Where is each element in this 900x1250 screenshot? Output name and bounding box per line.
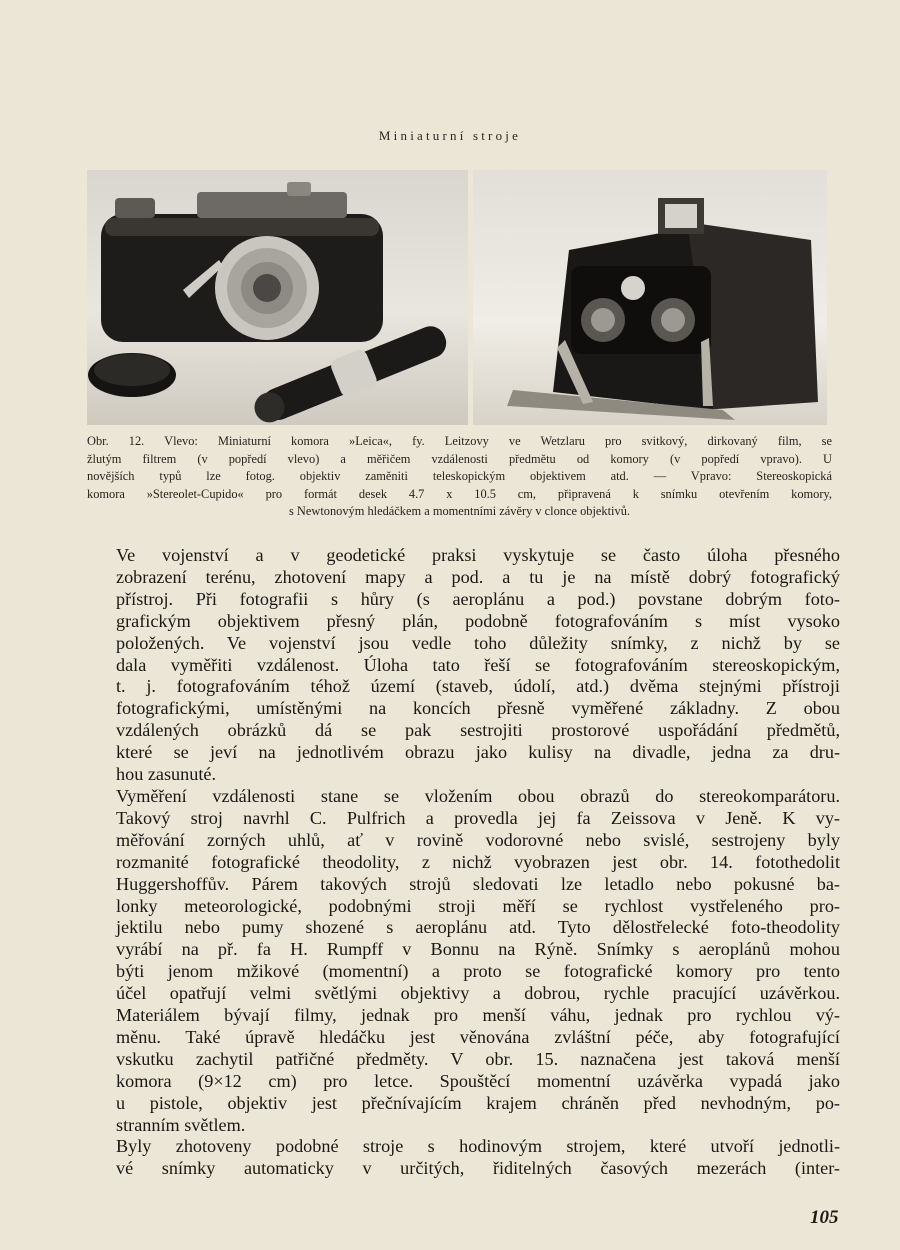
- body-line: měřování zorných uhlů, ať v rovině vodorovné nebo svislé, sestrojeny byly: [116, 829, 840, 850]
- body-line: fotografickými, umístěnými na koncích přesně vyměřené základny. Z obou: [116, 698, 840, 719]
- body-line: Vyměření vzdálenosti stane se vložením obou obrazů do stereokomparátoru.: [116, 785, 840, 806]
- body-line: lonky meteorologické, podobnými stroji měří se rychlost vystřeleného pro-: [116, 895, 840, 916]
- caption-line: žlutým filtrem (v popředí vlevo) a měřičem vzdálenosti předmětu od komory (v popředí vpravo). U: [87, 451, 832, 466]
- body-line: měnu. Také úpravě hledáčku jest věnována zvláštní péče, aby fotografující: [116, 1026, 840, 1047]
- leica-camera-photo-icon: [87, 170, 468, 425]
- body-line: Ve vojenství a v geodetické praksi vyskytuje se často úloha přesného: [116, 545, 840, 565]
- body-line: dala vyměřiti vzdálenost. Úloha tato řeší se fotografováním stereoskopickým,: [116, 654, 840, 675]
- body-line: jektilu nebo pumy shozené s aeroplánu atd. Tyto dělostřelecké foto-theodolity: [116, 917, 840, 938]
- body-line: Takový stroj navrhl C. Pulfrich a provedla jej fa Zeissova v Jeně. K vy-: [116, 807, 840, 828]
- body-text: [116, 545, 840, 1180]
- figure-caption: [87, 433, 832, 521]
- body-line: Byly zhotoveny podobné stroje s hodinovým strojem, které utvoří jednotli-: [116, 1136, 840, 1157]
- body-line: vyrábí na př. fa H. Rumpff v Bonnu na Rýně. Snímky s aeroplánů mohou: [116, 939, 840, 960]
- body-line: grafickým objektivem přesný plán, podobně fotografováním s míst vysoko: [116, 610, 840, 631]
- page-number: 105: [810, 1207, 839, 1228]
- stereo-camera-photo-icon: [473, 170, 827, 425]
- body-line: účel opatřují velmi světlými objektivy a dobrou, rychle pracující uzávěrkou.: [116, 983, 840, 1004]
- figure-12: [87, 170, 827, 425]
- body-line: které se jeví na jednotlivém obrazu jako kulisy na divadle, jedna za dru-: [116, 742, 840, 763]
- body-line: Huggershoffův. Párem takových strojů sledovati lze letadlo nebo pokusné ba-: [116, 873, 840, 894]
- body-line: zobrazení terénu, zhotovení mapy a pod. a tu je na místě dobrý fotografický: [116, 566, 840, 587]
- body-line: Materiálem bývají filmy, jednak pro menší váhu, jednak pro rychlou vý-: [116, 1005, 840, 1026]
- body-line: vskutku zachytil patřičné předměty. V obr. 15. naznačena jest taková menší: [116, 1048, 840, 1069]
- body-line: vé snímky automaticky v určitých, řiditelných časových mezerách (inter-: [116, 1158, 840, 1179]
- body-line: komora (9×12 cm) pro letce. Spouštěcí momentní uzávěrka vypadá jako: [116, 1070, 840, 1091]
- body-line: rozmanité fotografické theodolity, z nichž vyobrazen jest obr. 14. fotothedolit: [116, 851, 840, 872]
- body-line: přístroj. Při fotografii s hůry (s aeroplánu a pod.) povstane dobrým foto-: [116, 588, 840, 609]
- body-line: hou zasunuté.: [116, 764, 217, 785]
- body-line: položených. Ve vojenství jsou vedle toho důležity snímky, z nichž by se: [116, 632, 840, 653]
- body-line: stranním světlem.: [116, 1114, 246, 1135]
- body-line: vzdálených obrázků dá se pak sestrojiti prostorové uspořádání předmětů,: [116, 720, 840, 741]
- caption-line: novějších typů lze fotog. objektiv zaměniti teleskopickým objektivem atd. — Vpravo: Stereoskopická: [87, 469, 832, 483]
- body-line: u pistole, objektiv jest přečnívajícím krajem chráněn před nevhodným, po-: [116, 1092, 840, 1113]
- caption-line: s Newtonovým hledáčkem a momentními závěry v clonce objektivů.: [289, 504, 630, 518]
- caption-line: komora »Stereolet-Cupido« pro formát desek 4.7 x 10.5 cm, připravená k snímku otevřením komory,: [87, 486, 832, 501]
- running-head: Miniaturní stroje: [378, 128, 522, 143]
- caption-line: Obr. 12. Vlevo: Miniaturní komora »Leica«, fy. Leitzovy ve Wetzlaru pro svitkový, dirkovaný film, se: [87, 434, 832, 448]
- body-line: t. j. fotografováním téhož území (staveb, údolí, atd.) dvěma stejnými přístroji: [116, 676, 840, 697]
- body-line: býti jenom mžikové (momentní) a proto se fotografické komory pro tento: [116, 961, 840, 982]
